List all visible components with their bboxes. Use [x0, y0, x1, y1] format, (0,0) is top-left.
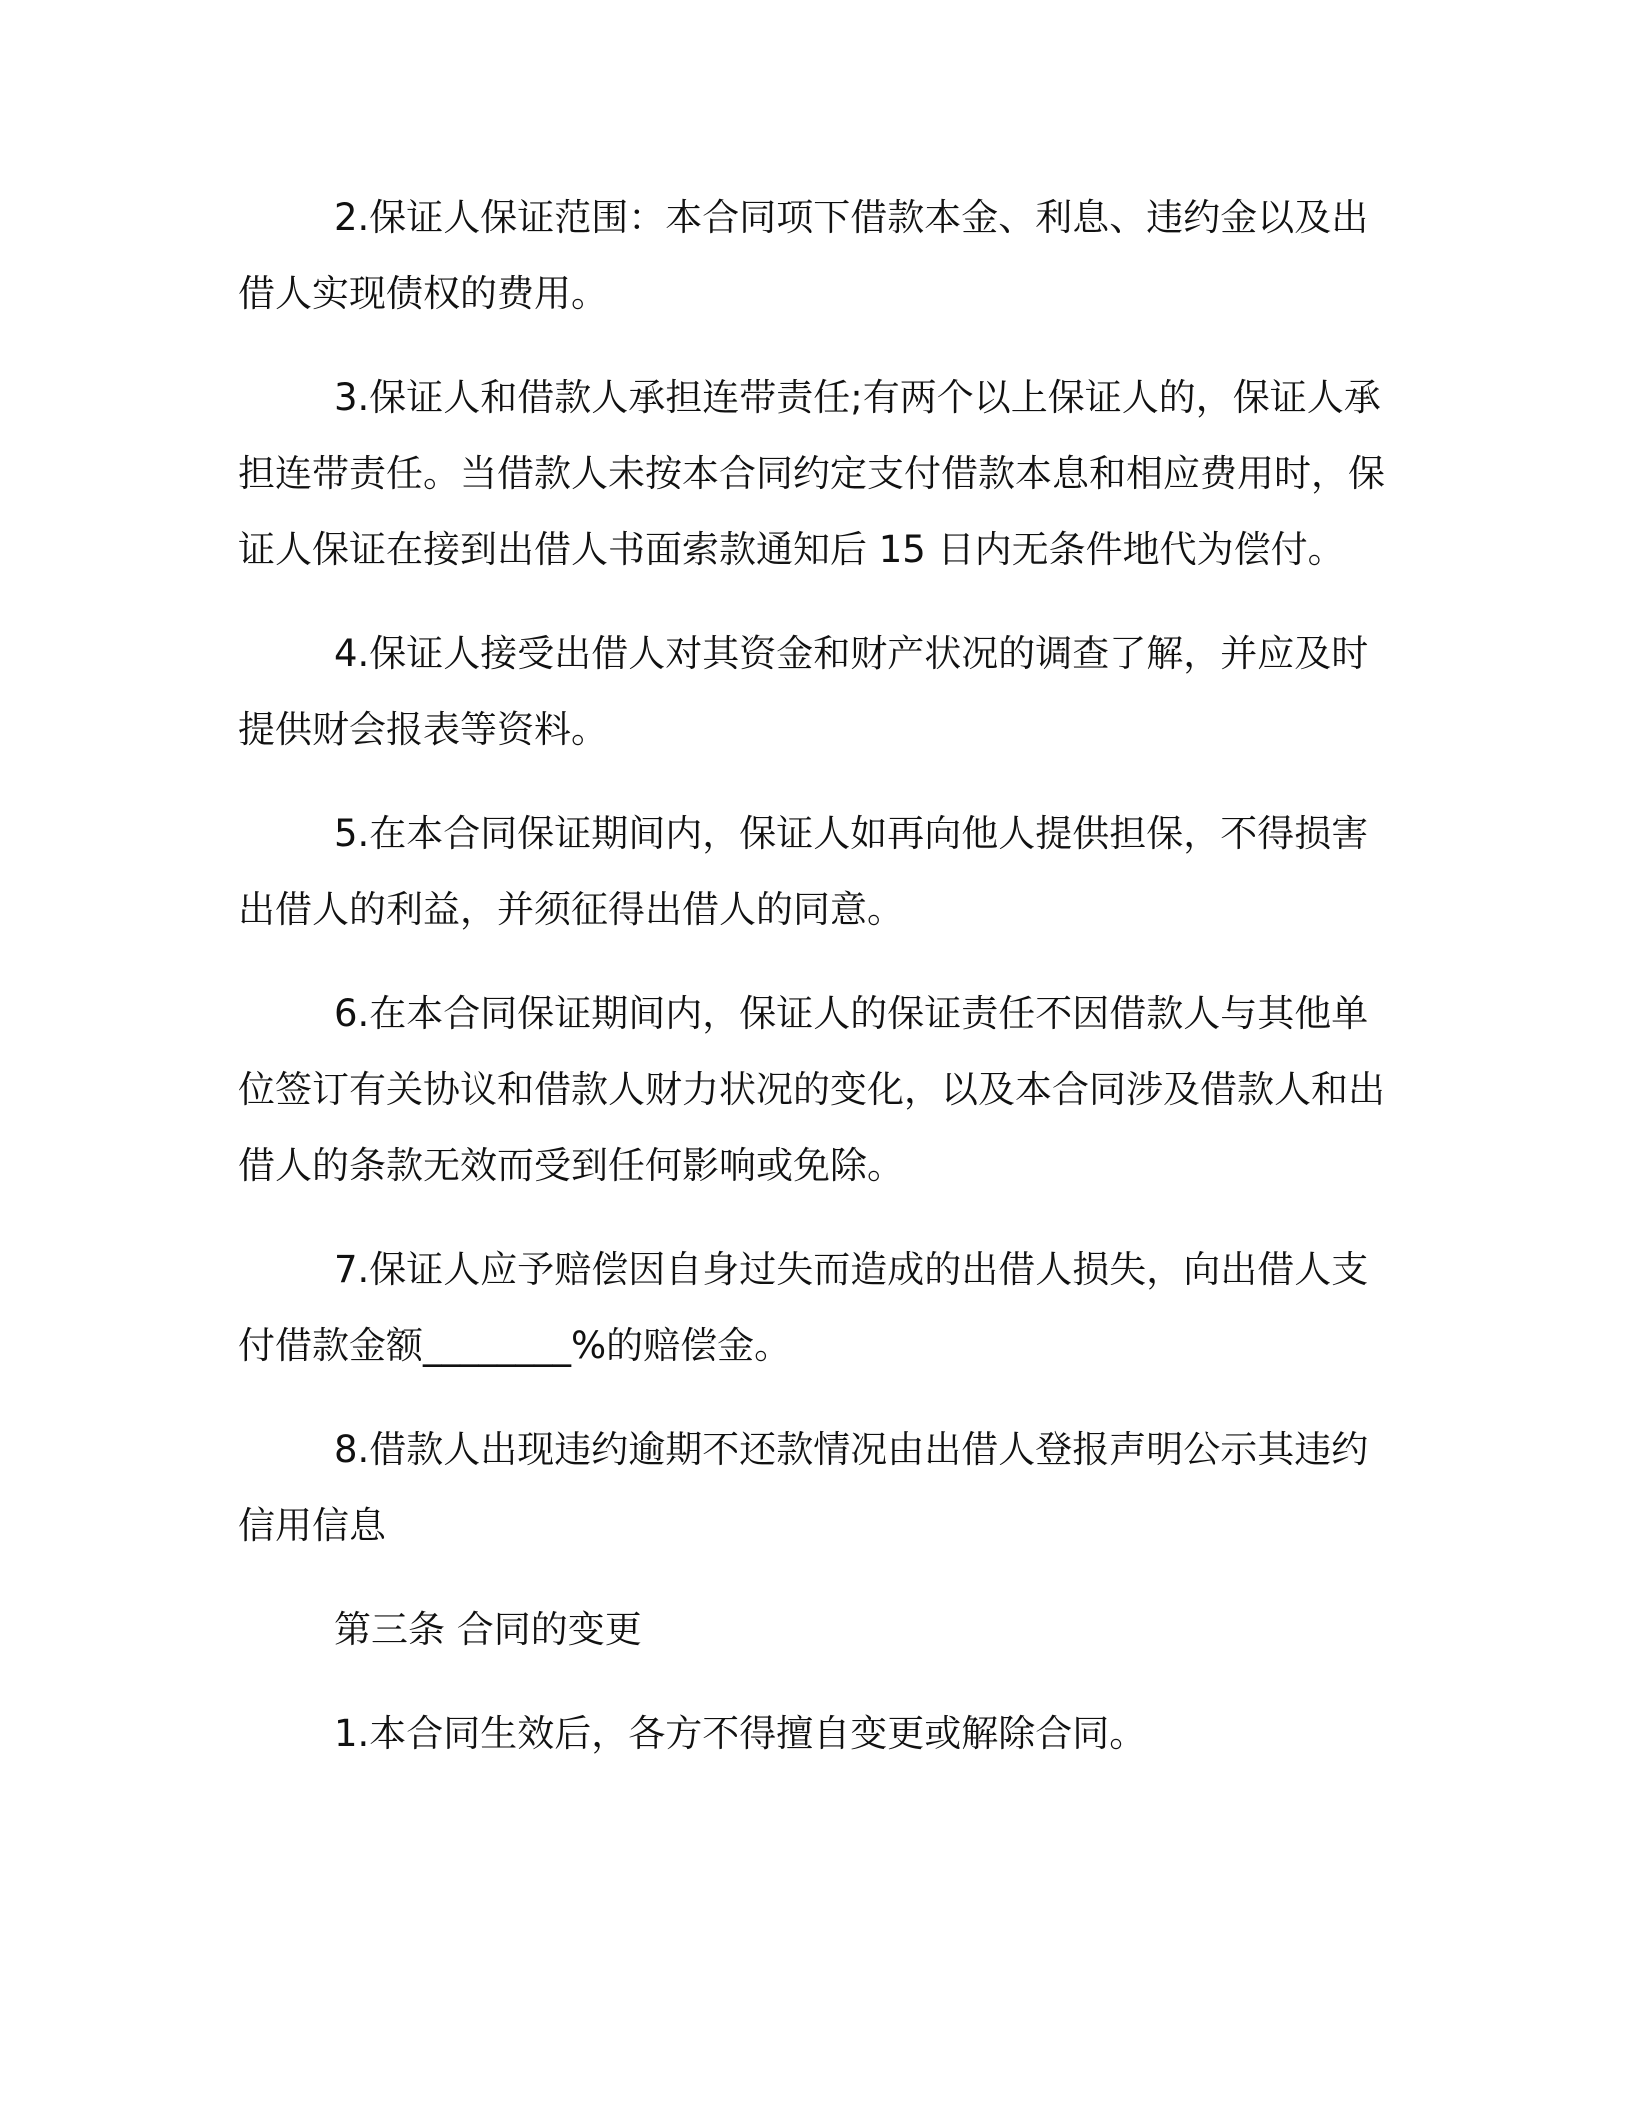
clause-guarantee-scope: 2.保证人保证范围：本合同项下借款本金、利息、违约金以及出借人实现债权的费用。 [238, 196, 1369, 315]
clause-financial-investigation: 4.保证人接受出借人对其资金和财产状况的调查了解，并应及时提供财会报表等资料。 [238, 632, 1369, 751]
clause-other-guarantees: 5.在本合同保证期间内，保证人如再向他人提供担保，不得损害出借人的利益，并须征得出借人的同意。 [238, 812, 1369, 931]
clause-joint-liability: 3.保证人和借款人承担连带责任;有两个以上保证人的，保证人承担连带责任。当借款人未按本合同约定支付借款本息和相应费用时，保证人保证在接到出借人书面索款通知后 15 日内无条件地代为偿付。 [238, 376, 1385, 571]
article-heading: 第三条 合同的变更 [334, 1608, 642, 1651]
clause-no-unilateral-change: 1.本合同生效后，各方不得擅自变更或解除合同。 [334, 1712, 1147, 1755]
clause-compensation: 7.保证人应予赔偿因自身过失而造成的出借人损失，向出借人支付借款金额________%的赔偿金。 [238, 1248, 1369, 1367]
clause-liability-not-exempted: 6.在本合同保证期间内，保证人的保证责任不因借款人与其他单位签订有关协议和借款人财力状况的变化，以及本合同涉及借款人和出借人的条款无效而受到任何影响或免除。 [238, 992, 1385, 1187]
clause-default-announcement: 8.借款人出现违约逾期不还款情况由出借人登报声明公示其违约信用信息 [238, 1428, 1369, 1547]
document-body [238, 180, 1388, 1772]
